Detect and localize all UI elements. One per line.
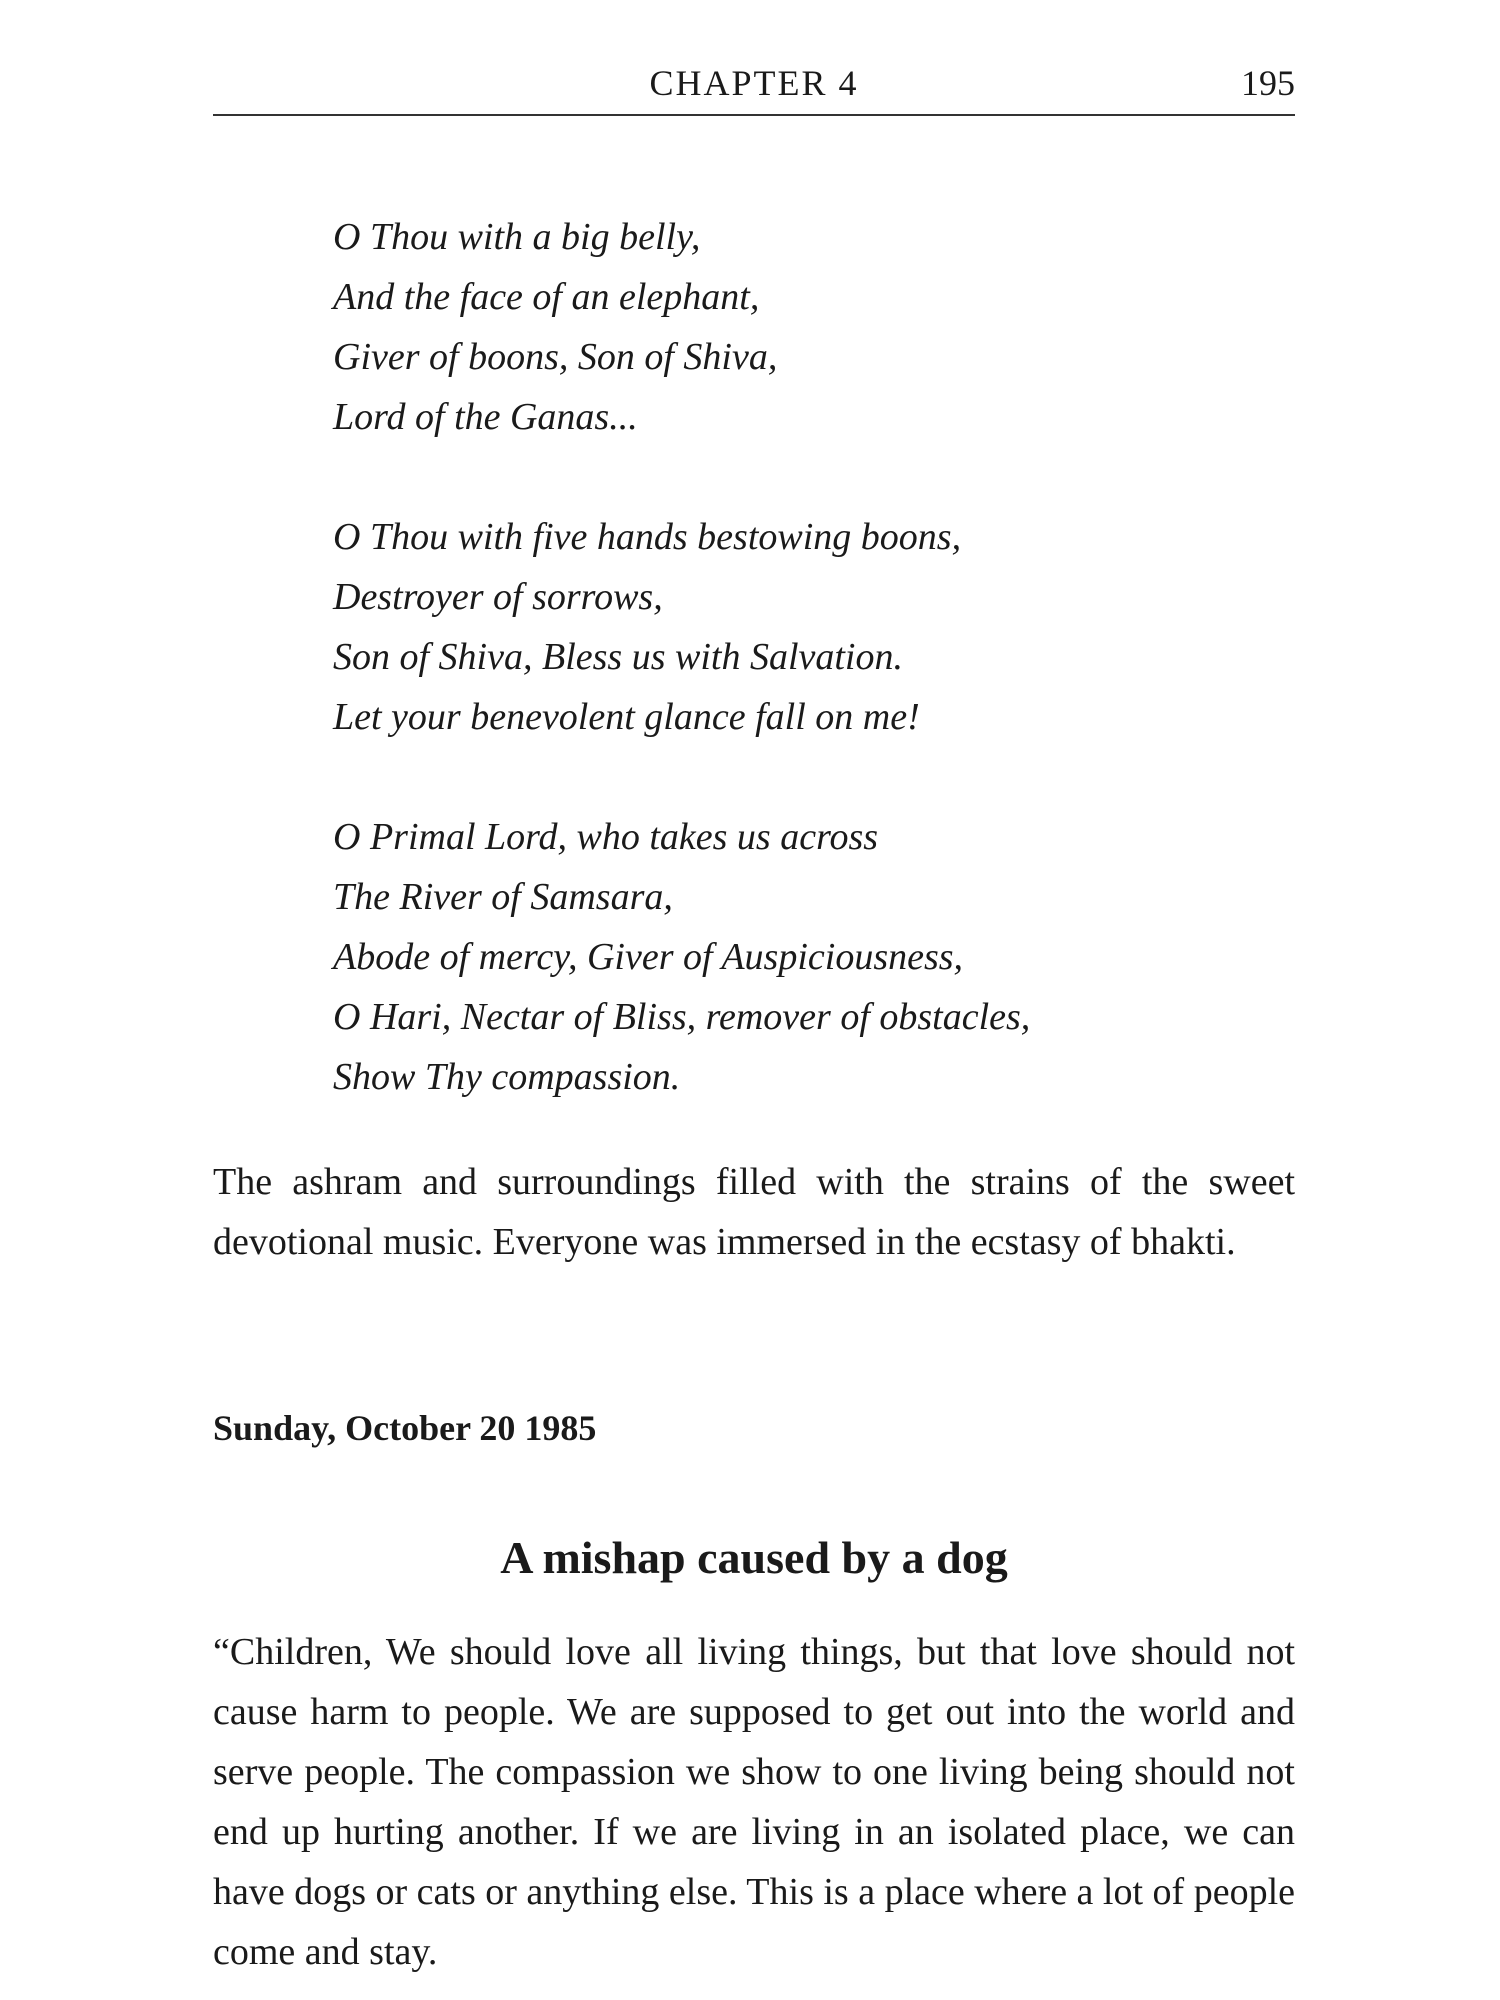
chapter-label: CHAPTER 4 [649,63,859,103]
poem-line: Lord of the Ganas... [333,396,638,438]
poem [333,207,1233,1167]
running-header [213,58,1295,116]
date-heading: Sunday, October 20 1985 [213,1408,597,1448]
poem-line: O Primal Lord, who takes us across [333,816,879,858]
body-paragraph: The ashram and surroundings filled with the strains of the sweet devotional music. Everyone was immersed in the ecstasy of bhakti. [213,1161,1295,1263]
body-paragraph: “Children, We should love all living things, but that love should not cause harm to people. We are supposed to get out into the world and serve people. The compassion we show to one living being should not end up hurting another. If we are living in an isolated place, we can have dogs or cats or anything else. This is a place where a lot of people come and stay. [213,1631,1295,1973]
section-heading: A mishap caused by a dog [500,1532,1008,1583]
poem-stanza-2 [333,507,1233,747]
poem-line: Giver of boons, Son of Shiva, [333,336,778,378]
poem-line: Show Thy compassion. [333,1056,681,1098]
poem-line: The River of Samsara, [333,876,673,918]
page-number: 195 [1241,63,1295,103]
poem-line: And the face of an elephant, [333,276,760,318]
poem-line: Abode of mercy, Giver of Auspiciousness, [333,936,964,978]
poem-line: O Hari, Nectar of Bliss, remover of obstacles, [333,996,1031,1038]
poem-line: Son of Shiva, Bless us with Salvation. [333,636,903,678]
poem-stanza-1 [333,207,1233,447]
poem-line: O Thou with five hands bestowing boons, [333,516,962,558]
poem-line: Destroyer of sorrows, [333,576,663,618]
poem-line: O Thou with a big belly, [333,216,701,258]
poem-line: Let your benevolent glance fall on me! [333,696,920,738]
poem-stanza-3 [333,807,1233,1107]
book-page [213,0,1295,2000]
